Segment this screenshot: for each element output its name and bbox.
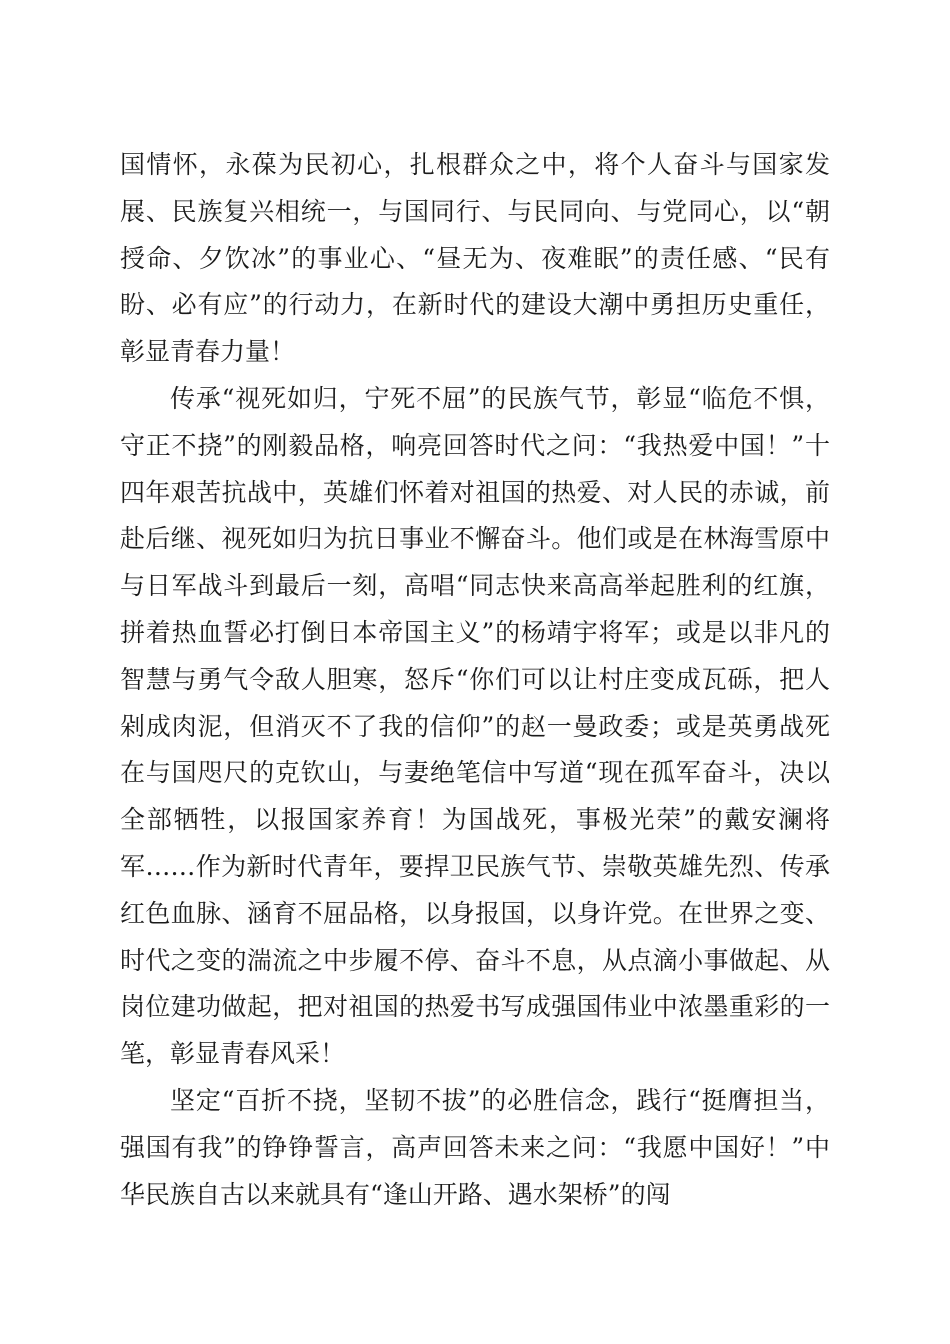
paragraph-firm-belief: 坚定“百折不挠，坚韧不拔”的必胜信念，践行“挺膺担当，强国有我”的铮铮誓言，高声回答未来之问：“我愿中国好！”中华民族自古以来就具有“逢山开路、遇水架桥”的闯 [120,1085,830,1209]
document-body [120,142,830,1218]
paragraph-continuation: 国情怀，永葆为民初心，扎根群众之中，将个人奋斗与国家发展、民族复兴相统一，与国同行、与民同向、与党同心，以“朝授命、夕饮冰”的事业心、“昼无为、夜难眠”的责任感、“民有盼、必有应”的行动力，在新时代的建设大潮中勇担历史重任，彰显青春力量！ [120,150,830,367]
paragraph-national-integrity: 传承“视死如归，宁死不屈”的民族气节，彰显“临危不惧，守正不挠”的刚毅品格，响亮回答时代之问：“我热爱中国！”十四年艰苦抗战中，英雄们怀着对祖国的热爱、对人民的赤诚，前赴后继、视死如归为抗日事业不懈奋斗。他们或是在林海雪原中与日军战斗到最后一刻，高唱“同志快来高高举起胜利的红旗，拼着热血誓必打倒日本帝国主义”的杨靖宇将军；或是以非凡的智慧与勇气令敌人胆寒，怒斥“你们可以让村庄变成瓦砾，把人剁成肉泥，但消灭不了我的信仰”的赵一曼政委；或是英勇战死在与国咫尺的克钦山，与妻绝笔信中写道“现在孤军奋斗，决以全部牺牲，以报国家养育！为国战死，事极光荣”的戴安澜将军……作为新时代青年，要捍卫民族气节、崇敬英雄先烈、传承红色血脉、涵育不屈品格，以身报国，以身许党。在世界之变、时代之变的湍流之中步履不停、奋斗不息，从点滴小事做起、从岗位建功做起，把对祖国的热爱书写成强国伟业中浓墨重彩的一笔，彰显青春风采！ [120,383,830,1069]
